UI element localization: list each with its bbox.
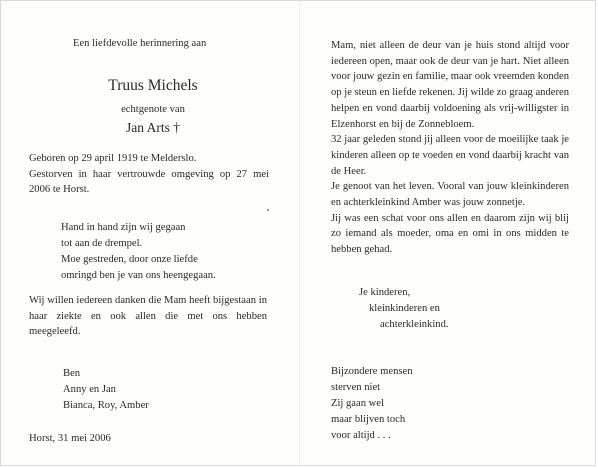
life-dates [29, 151, 269, 198]
family-signature [359, 285, 449, 333]
card-fold-line [299, 1, 300, 465]
signatures [63, 366, 149, 414]
thanks-text: Wij willen iedereen danken die Mam heeft bijgestaan in haar ziekte en ook allen die met ons hebben meegeleefd. [29, 295, 267, 338]
poem-line: omringd ben je van ons heengegaan. [61, 270, 216, 281]
closing-verse [331, 364, 413, 444]
signature-line: Anny en Jan [63, 384, 116, 395]
spouse-label: echtgenote van [121, 104, 185, 115]
print-speck [267, 209, 269, 211]
memorial-paragraph: 32 jaar geleden stond jij alleen voor de moeilijke taak je kinderen alleen op te voeden en vond daarbij kracht van de Heer. [331, 134, 569, 177]
family-line: Je kinderen, [359, 287, 411, 298]
death-line: Gestorven in haar vertrouwde omgeving op 27 mei 2006 te Horst. [29, 168, 269, 196]
memorial-paragraph: Jij was een schat voor ons allen en daarom zijn wij blij zo iemand als moeder, oma en omi in ons midden te hebben gehad. [331, 212, 569, 256]
family-line: achterkleinkind. [380, 319, 449, 330]
memorial-text [331, 38, 569, 258]
deceased-name: Truus Michels [108, 77, 198, 94]
poem [61, 220, 216, 284]
spouse-name: Jan Arts † [126, 120, 180, 135]
memorial-paragraph: Je genoot van het leven. Vooral van jouw kleinkinderen en achterkleinkind Amber was jouw zonnetje. [331, 181, 569, 209]
birth-line: Geboren op 29 april 1919 te Melderslo. [29, 153, 197, 164]
poem-line: Moe gestreden, door onze liefde [61, 254, 198, 265]
place-date: Horst, 31 mei 2006 [29, 433, 111, 444]
signature-line: Ben [63, 368, 81, 379]
signature-line: Bianca, Roy, Amber [63, 400, 149, 411]
verse-line: sterven niet [331, 382, 381, 393]
left-panel [29, 1, 277, 465]
verse-line: voor altijd . . . [331, 430, 391, 441]
intro-text: Een liefdevolle herinnering aan [73, 38, 207, 49]
verse-line: maar blijven toch [331, 414, 406, 425]
right-panel [331, 1, 569, 465]
poem-line: tot aan de drempel. [61, 238, 143, 249]
family-line: kleinkinderen en [369, 303, 440, 314]
poem-line: Hand in hand zijn wij gegaan [61, 222, 186, 233]
verse-line: Bijzondere mensen [331, 366, 413, 377]
memorial-paragraph: Mam, niet alleen de deur van je huis stond altijd voor iedereen open, maar ook de deur van je hart. Niet alleen voor jouw gezin en familie, maar ook vreemden konden op je steun en liefde rekenen. Jij wilde zo graag anderen helpen en vond daarbij voldoening als vrij-willigster in Elzenhorst en bij de Zonnebloem. [331, 40, 569, 130]
verse-line: Zij gaan wel [331, 398, 384, 409]
